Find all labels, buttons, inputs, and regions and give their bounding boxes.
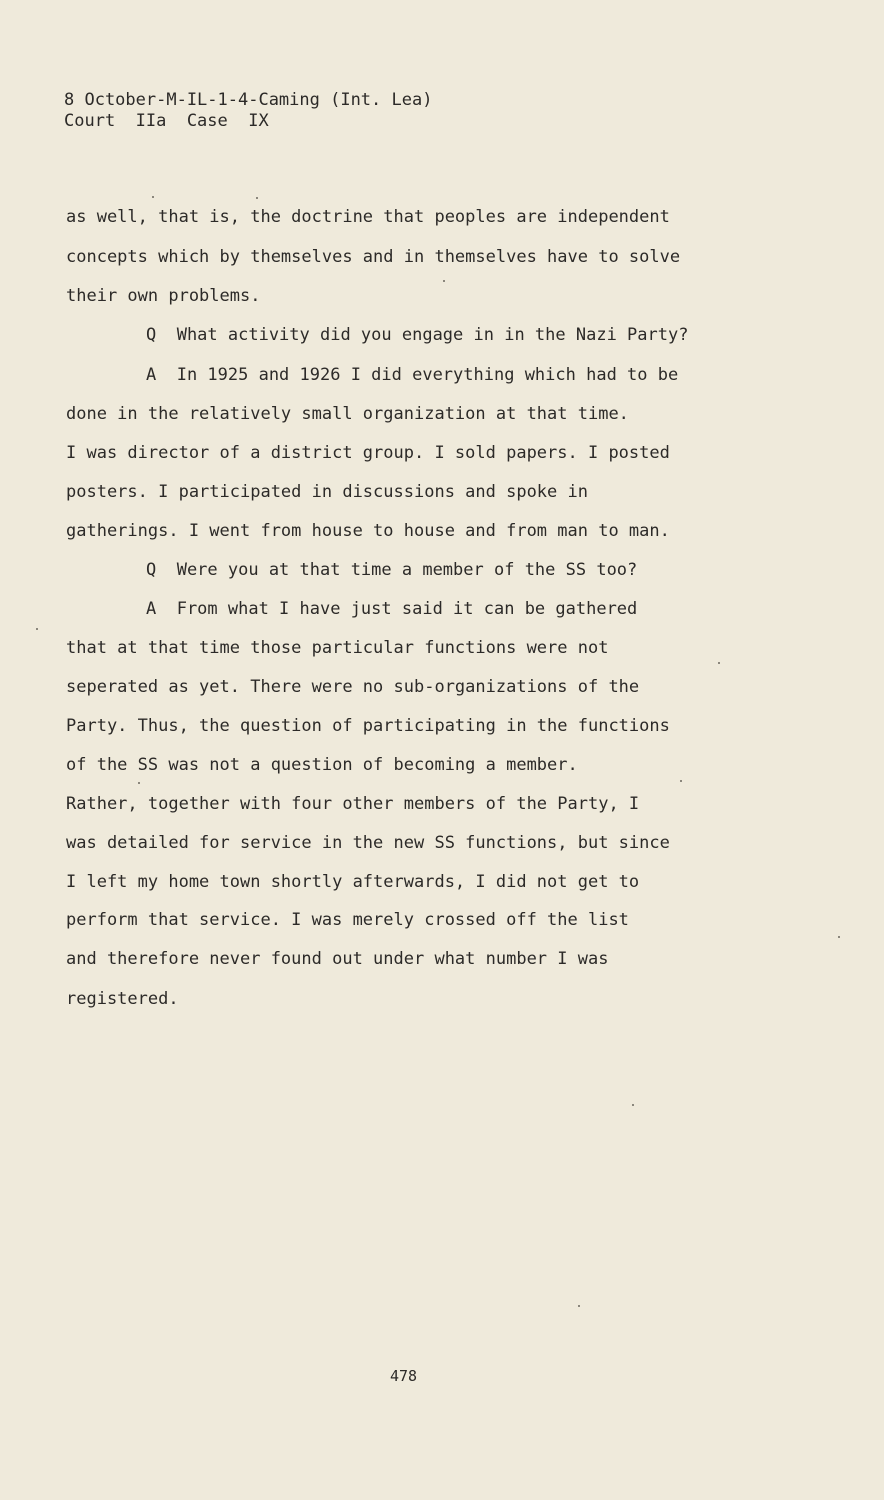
document-header (64, 90, 432, 132)
body-line: Party. Thus, the question of participating in the functions (66, 716, 670, 736)
paper-speck (578, 1305, 580, 1307)
body-line: as well, that is, the doctrine that peoples are independent (66, 207, 670, 227)
paper-speck (632, 1104, 634, 1106)
body-line: Rather, together with four other members of the Party, I (66, 794, 640, 814)
body-line: posters. I participated in discussions and spoke in (66, 482, 588, 502)
paper-speck (152, 196, 154, 198)
paper-speck (138, 782, 140, 784)
body-line: concepts which by themselves and in themselves have to solve (66, 247, 681, 267)
body-line: done in the relatively small organization at that time. (66, 404, 629, 424)
paper-speck (36, 628, 38, 630)
question-line: Q Were you at that time a member of the SS too? (146, 560, 638, 580)
question-line: Q What activity did you engage in in the Nazi Party? (146, 325, 689, 345)
paper-speck (680, 780, 682, 782)
answer-line: A In 1925 and 1926 I did everything which had to be (146, 365, 679, 385)
body-line: of the SS was not a question of becoming a member. (66, 755, 578, 775)
paper-speck (443, 280, 445, 282)
body-line: was detailed for service in the new SS functions, but since (66, 833, 670, 853)
body-line: I was director of a district group. I sold papers. I posted (66, 443, 670, 463)
header-session-line: 8 October-M-IL-1-4-Caming (Int. Lea) (64, 90, 433, 110)
header-court-line: Court IIa Case IX (64, 111, 269, 131)
body-line: that at that time those particular functions were not (66, 638, 609, 658)
paper-speck (838, 936, 840, 938)
body-line: I left my home town shortly afterwards, I did not get to (66, 872, 640, 892)
paper-speck (256, 197, 258, 199)
page-number: 478 (390, 1367, 418, 1385)
body-line: and therefore never found out under what number I was (66, 949, 609, 969)
paper-speck (718, 662, 720, 664)
body-line: seperated as yet. There were no sub-organizations of the (66, 677, 640, 697)
body-line: perform that service. I was merely crossed off the list (66, 910, 629, 930)
body-line: their own problems. (66, 286, 261, 306)
body-line: gatherings. I went from house to house and from man to man. (66, 521, 670, 541)
answer-line: A From what I have just said it can be gathered (146, 599, 638, 619)
body-line: registered. (66, 989, 179, 1009)
